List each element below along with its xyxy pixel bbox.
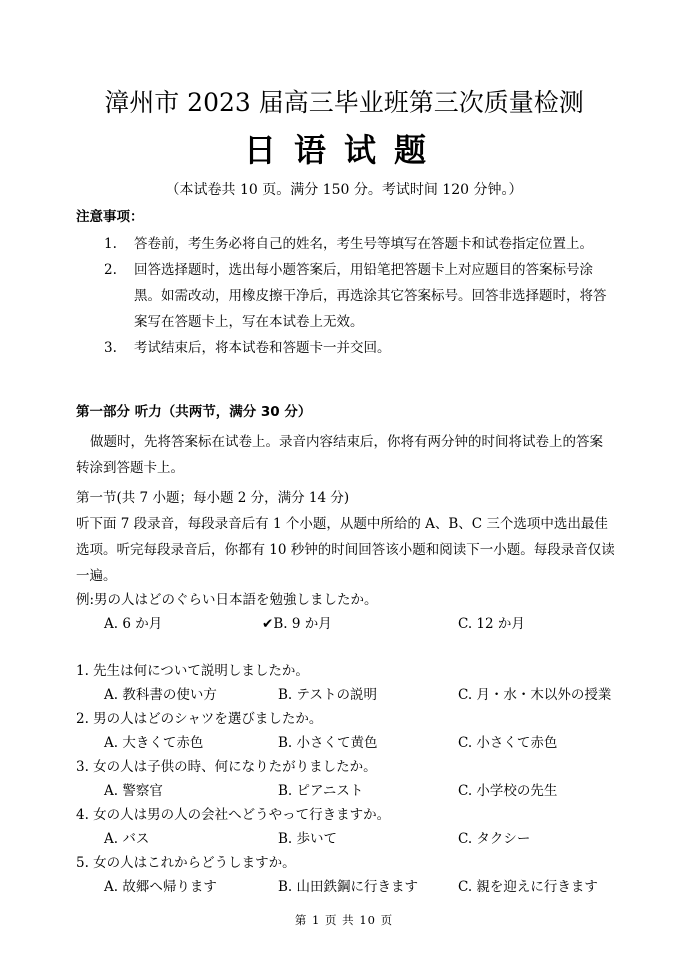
section-instructions: 听下面 7 段录音，每段录音后有 1 个小题，从题中所给的 A、B、C 三个选项中选出最佳选项。听完每段录音后，你都有 10 秒钟的时间回答该小题和阅读下一小题。每段录音仅读一遍。 <box>76 516 615 584</box>
note-number: 3. <box>104 340 117 356</box>
question-1-option-c: C. 月・水・木以外の授業 <box>458 687 612 703</box>
question-5-option-b: B. 山田鉄鋼に行きます <box>278 879 419 895</box>
exam-title: 漳州市 2023 届高三毕业班第三次质量检测 <box>104 88 584 117</box>
question-3-option-b: B. ピアニスト <box>278 783 364 799</box>
note-text: 回答选择题时，选出每小题答案后，用铅笔把答题卡上对应题目的答案标号涂黑。如需改动，用橡皮擦干净后，再选涂其它答案标号。回答非选择题时，将答案写在答题卡上，写在本试卷上无效。 <box>134 262 607 330</box>
example-question: 例:男の人はどのぐらい日本語を勉強しましたか。 <box>76 592 378 608</box>
note-number: 1. <box>104 236 117 252</box>
question-4: 4. 女の人は男の人の会社へどうやって行きますか。 <box>76 807 391 823</box>
question-2-option-c: C. 小さくて赤色 <box>458 735 558 751</box>
example-option-b-text: B. 9 か月 <box>273 616 332 632</box>
part-heading: 第一部分 听力（共两节，满分 30 分） <box>76 404 312 420</box>
part-intro: 做题时，先将答案标在试卷上。录音内容结束后，你将有两分钟的时间将试卷上的答案转涂到答题卡上。 <box>76 434 603 476</box>
example-option-c: C. 12 か月 <box>458 616 525 632</box>
note-text: 答卷前，考生务必将自己的姓名，考生号等填写在答题卡和试卷指定位置上。 <box>134 236 593 252</box>
question-1-option-a: A. 教科書の使い方 <box>104 687 217 703</box>
section-title: 第一节(共 7 小题；每小题 2 分，满分 14 分) <box>76 490 350 506</box>
notes-heading: 注意事项： <box>76 209 144 225</box>
page-number-footer: 第 1 页 共 10 页 <box>294 913 394 927</box>
example-option-b <box>262 614 332 634</box>
note-number: 2. <box>104 262 117 278</box>
example-option-a: A. 6 か月 <box>104 616 163 632</box>
question-5: 5. 女の人はこれからどうしますか。 <box>76 855 296 871</box>
question-4-option-c: C. タクシー <box>458 831 531 847</box>
question-3-option-c: C. 小学校の先生 <box>458 783 558 799</box>
check-mark-icon: ✔ <box>262 616 274 632</box>
question-4-option-b: B. 歩いて <box>278 831 338 847</box>
exam-info: （本试卷共 10 页。满分 150 分。考试时间 120 分钟。） <box>165 182 523 198</box>
question-1-option-b: B. テストの説明 <box>278 687 377 703</box>
question-2: 2. 男の人はどのシャツを選びましたか。 <box>76 711 323 727</box>
question-4-option-a: A. バス <box>104 831 150 847</box>
question-5-option-a: A. 故郷へ帰ります <box>104 879 217 895</box>
question-2-option-b: B. 小さくて黄色 <box>278 735 378 751</box>
question-3-option-a: A. 警察官 <box>104 783 163 799</box>
question-3: 3. 女の人は子供の時、何になりたがりましたか。 <box>76 759 377 775</box>
subject-title: 日语试题 <box>243 131 444 169</box>
question-2-option-a: A. 大きくて赤色 <box>104 735 204 751</box>
question-5-option-c: C. 親を迎えに行きます <box>458 879 598 895</box>
question-1: 1. 先生は何について説明しましたか。 <box>76 663 309 679</box>
note-text: 考试结束后，将本试卷和答题卡一并交回。 <box>134 340 391 356</box>
